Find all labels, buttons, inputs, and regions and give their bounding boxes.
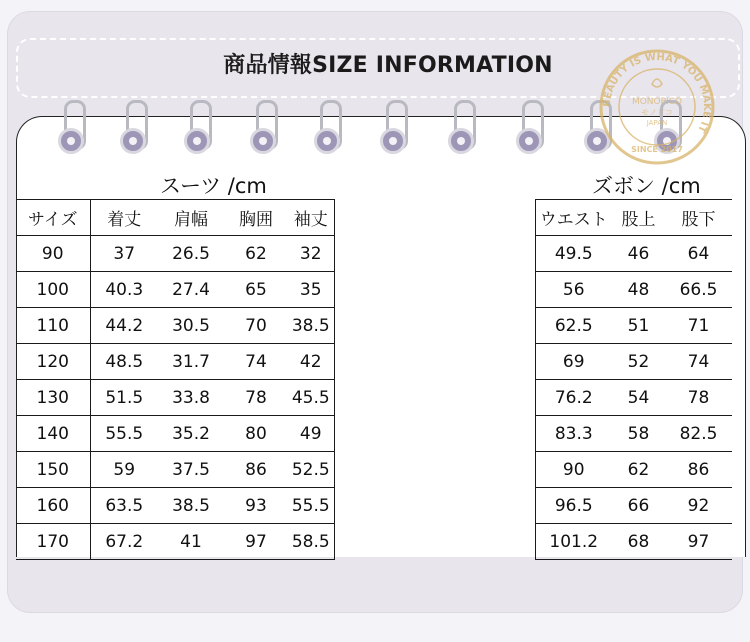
pants-table-cell: 49.5	[536, 236, 612, 272]
pants-table-cell: 51	[612, 308, 666, 344]
suits-table-row	[16, 524, 334, 560]
pants-table-cell: 68	[612, 524, 666, 560]
ring-hole	[516, 128, 542, 154]
suits-table-cell: 55.5	[90, 416, 158, 452]
ring-hole	[120, 128, 146, 154]
suits-table-cell: 51.5	[90, 380, 158, 416]
pants-table-cell: 92	[666, 488, 732, 524]
pants-header-row	[536, 200, 732, 236]
suits-table-cell: 38.5	[288, 308, 334, 344]
pants-header-cell: ウエスト	[536, 200, 612, 236]
suits-header-cell: 胸囲	[224, 200, 288, 236]
pants-table-cell: 54	[612, 380, 666, 416]
pants-table-cell: 78	[666, 380, 732, 416]
ring-hole	[250, 128, 276, 154]
suits-table-cell: 110	[16, 308, 90, 344]
suits-table-row	[16, 308, 334, 344]
pants-table-row	[536, 380, 732, 416]
pants-table-cell: 97	[666, 524, 732, 560]
suits-label: スーツ /cm	[160, 174, 267, 198]
pants-table-cell: 66.5	[666, 272, 732, 308]
pants-table-cell: 96.5	[536, 488, 612, 524]
binder-ring	[448, 100, 478, 160]
suits-table-cell: 59	[90, 452, 158, 488]
ring-hole	[184, 128, 210, 154]
suits-table-cell: 150	[16, 452, 90, 488]
pants-table-cell: 76.2	[536, 380, 612, 416]
pants-table-cell: 56	[536, 272, 612, 308]
pants-table-cell: 74	[666, 344, 732, 380]
suits-table-cell: 130	[16, 380, 90, 416]
suits-table-cell: 67.2	[90, 524, 158, 560]
suits-table-cell: 26.5	[158, 236, 224, 272]
suits-table-cell: 48.5	[90, 344, 158, 380]
suits-table-cell: 63.5	[90, 488, 158, 524]
suits-table-cell: 37.5	[158, 452, 224, 488]
pants-table-cell: 83.3	[536, 416, 612, 452]
svg-text:JAPAN: JAPAN	[646, 119, 668, 127]
suits-table-cell: 140	[16, 416, 90, 452]
suits-table-cell: 27.4	[158, 272, 224, 308]
binder-ring	[184, 100, 214, 160]
svg-text:SINCE 2017: SINCE 2017	[631, 145, 683, 154]
pants-table-cell: 62.5	[536, 308, 612, 344]
pants-table-row	[536, 308, 732, 344]
pants-table-cell: 64	[666, 236, 732, 272]
pants-table-cell: 52	[612, 344, 666, 380]
page-title: 商品情報SIZE INFORMATION	[223, 53, 553, 78]
suits-header-cell: サイズ	[16, 200, 90, 236]
suits-table-cell: 74	[224, 344, 288, 380]
suits-table-cell: 42	[288, 344, 334, 380]
ring-hole	[58, 128, 84, 154]
binder-ring	[58, 100, 88, 160]
suits-table-cell: 100	[16, 272, 90, 308]
ring-hole	[380, 128, 406, 154]
pants-table-cell: 46	[612, 236, 666, 272]
pants-table-cell: 101.2	[536, 524, 612, 560]
pants-table-cell: 71	[666, 308, 732, 344]
suits-table-cell: 86	[224, 452, 288, 488]
suits-table-cell: 30.5	[158, 308, 224, 344]
suits-table-cell: 120	[16, 344, 90, 380]
pants-table-row	[536, 344, 732, 380]
suits-table-row	[16, 416, 334, 452]
suits-header-cell: 肩幅	[158, 200, 224, 236]
ring-hole	[314, 128, 340, 154]
pants-header-cell: 股上	[612, 200, 666, 236]
suits-table-cell: 33.8	[158, 380, 224, 416]
suits-table-cell: 160	[16, 488, 90, 524]
pants-header-cell: 股下	[666, 200, 732, 236]
suits-table-cell: 58.5	[288, 524, 334, 560]
pants-table-cell: 69	[536, 344, 612, 380]
pants-table-cell: 48	[612, 272, 666, 308]
suits-table-cell: 78	[224, 380, 288, 416]
binder-ring	[380, 100, 410, 160]
suits-header-row	[16, 200, 334, 236]
pants-table-cell: 58	[612, 416, 666, 452]
suits-table-row	[16, 344, 334, 380]
suits-table-cell: 49	[288, 416, 334, 452]
pants-table-cell: 82.5	[666, 416, 732, 452]
suits-table-cell: 40.3	[90, 272, 158, 308]
suits-table-cell: 80	[224, 416, 288, 452]
binder-ring	[516, 100, 546, 160]
suits-table-cell: 31.7	[158, 344, 224, 380]
pants-table-cell: 66	[612, 488, 666, 524]
suits-table-cell: 93	[224, 488, 288, 524]
suits-table-cell: 45.5	[288, 380, 334, 416]
suits-table-row	[16, 488, 334, 524]
suits-table-row	[16, 380, 334, 416]
pants-table-row	[536, 236, 732, 272]
suits-table-cell: 44.2	[90, 308, 158, 344]
pants-table-row	[536, 524, 732, 560]
suits-table-cell: 97	[224, 524, 288, 560]
suits-table-cell: 52.5	[288, 452, 334, 488]
binder-ring	[250, 100, 280, 160]
suits-table-cell: 62	[224, 236, 288, 272]
suits-table-cell: 70	[224, 308, 288, 344]
pants-table-cell: 62	[612, 452, 666, 488]
suits-table-cell: 55.5	[288, 488, 334, 524]
suits-table-cell: 35	[288, 272, 334, 308]
suits-table-cell: 37	[90, 236, 158, 272]
pants-size-table	[535, 199, 732, 560]
pants-table-row	[536, 416, 732, 452]
suits-table-row	[16, 452, 334, 488]
pants-table-row	[536, 488, 732, 524]
suits-header-cell: 袖丈	[288, 200, 334, 236]
suits-table-row	[16, 272, 334, 308]
suits-size-table	[16, 199, 335, 560]
pants-table-row	[536, 452, 732, 488]
suits-table-cell: 170	[16, 524, 90, 560]
pants-table-cell: 90	[536, 452, 612, 488]
svg-text:BEAUTY IS WHAT YOU MAKE IT: BEAUTY IS WHAT YOU MAKE IT	[601, 51, 713, 135]
binder-ring	[120, 100, 150, 160]
svg-text:MONOPICO: MONOPICO	[631, 97, 683, 107]
ring-hole	[448, 128, 474, 154]
suits-header-cell: 着丈	[90, 200, 158, 236]
suits-table-cell: 32	[288, 236, 334, 272]
suits-table-cell: 65	[224, 272, 288, 308]
pants-label: ズボン /cm	[592, 174, 701, 198]
binder-ring	[314, 100, 344, 160]
suits-table-cell: 38.5	[158, 488, 224, 524]
suits-table-cell: 35.2	[158, 416, 224, 452]
suits-table-cell: 41	[158, 524, 224, 560]
svg-text:モノピコ: モノピコ	[641, 108, 673, 117]
suits-table-row	[16, 236, 334, 272]
brand-stamp-logo	[598, 48, 716, 166]
pants-table-cell: 86	[666, 452, 732, 488]
pants-table-row	[536, 272, 732, 308]
suits-table-cell: 90	[16, 236, 90, 272]
